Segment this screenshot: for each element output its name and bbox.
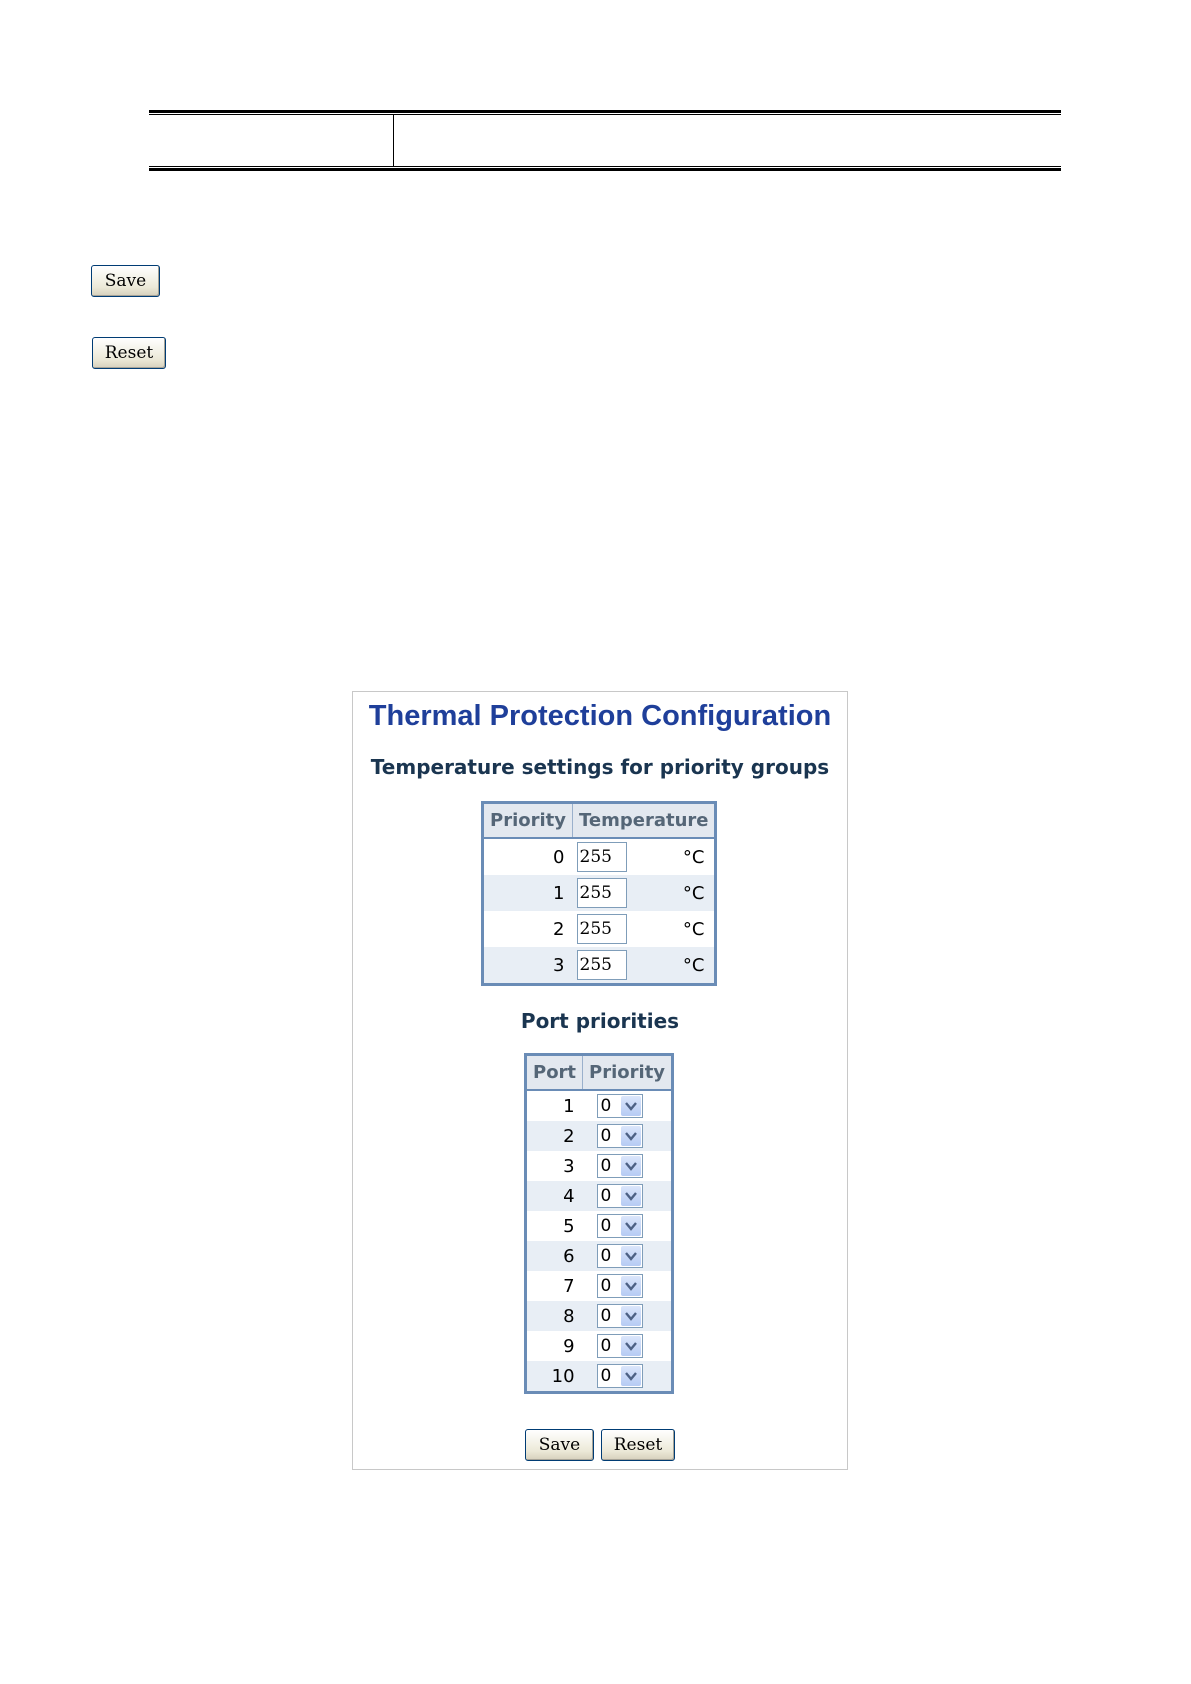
thermal-protection-panel (352, 691, 848, 1470)
temperature-input[interactable]: 255 (577, 878, 627, 908)
unit-label: °C (682, 918, 705, 940)
table-row (483, 911, 716, 947)
priority-select[interactable] (597, 1364, 643, 1388)
temperature-table (481, 801, 717, 986)
table-top-rule (149, 110, 1061, 115)
chevron-down-icon[interactable] (621, 1246, 641, 1266)
page-title: Thermal Protection Configuration (368, 700, 832, 732)
port-priorities-table (524, 1053, 674, 1394)
table-bottom-rule (149, 166, 1061, 171)
table-row (526, 1181, 673, 1211)
priority-value: 1 (483, 875, 573, 911)
save-button-illustration[interactable]: Save (91, 265, 160, 297)
priority-select-value: 0 (600, 1366, 612, 1386)
priority-select[interactable] (597, 1154, 643, 1178)
reset-button[interactable]: Reset (601, 1429, 675, 1461)
priority-value: 3 (483, 947, 573, 985)
unit-label: °C (641, 947, 716, 985)
temperature-input[interactable]: 255 (577, 950, 627, 980)
table-row (526, 1241, 673, 1271)
table-row (483, 947, 716, 985)
port-number: 10 (526, 1361, 583, 1393)
priority-select[interactable] (597, 1214, 643, 1238)
port-number: 9 (563, 1335, 575, 1357)
priority-select[interactable] (597, 1244, 643, 1268)
unit-label: °C (641, 875, 716, 911)
temperature-section-heading: Temperature settings for priority groups (370, 755, 830, 779)
table-row (526, 1151, 673, 1181)
table-row (526, 1121, 673, 1151)
priority-select-value: 0 (600, 1126, 612, 1146)
table-row (483, 838, 716, 875)
priority-value: 0 (553, 846, 565, 868)
priority-select-value: 0 (600, 1186, 612, 1206)
priority-select-value: 0 (600, 1246, 612, 1266)
chevron-down-icon[interactable] (621, 1366, 641, 1386)
chevron-down-icon[interactable] (621, 1096, 641, 1116)
temperature-input[interactable]: 255 (577, 842, 627, 872)
priority-select-value: 0 (600, 1306, 612, 1326)
table-row (526, 1090, 673, 1121)
chevron-down-icon[interactable] (621, 1216, 641, 1236)
priority-select[interactable] (597, 1304, 643, 1328)
table-row (526, 1271, 673, 1301)
column-header-priority: Priority (483, 803, 573, 839)
reset-button-illustration[interactable]: Reset (92, 337, 166, 369)
manual-table-fragment (149, 110, 1061, 172)
save-button[interactable]: Save (525, 1429, 594, 1461)
chevron-down-icon[interactable] (621, 1156, 641, 1176)
port-number: 1 (563, 1095, 575, 1117)
priority-select[interactable] (597, 1094, 643, 1118)
table-row (526, 1211, 673, 1241)
unit-label: °C (682, 846, 705, 868)
port-priorities-heading: Port priorities (520, 1009, 680, 1033)
column-header-temperature: Temperature (573, 803, 716, 839)
priority-select[interactable] (597, 1334, 643, 1358)
table-row (526, 1301, 673, 1331)
chevron-down-icon[interactable] (621, 1336, 641, 1356)
priority-select-value: 0 (600, 1276, 612, 1296)
priority-select[interactable] (597, 1184, 643, 1208)
priority-select[interactable] (597, 1124, 643, 1148)
chevron-down-icon[interactable] (621, 1276, 641, 1296)
priority-select-value: 0 (600, 1216, 612, 1236)
port-number: 7 (563, 1275, 575, 1297)
table-row (526, 1331, 673, 1361)
priority-value: 2 (553, 918, 565, 940)
port-number: 8 (526, 1301, 583, 1331)
chevron-down-icon[interactable] (621, 1306, 641, 1326)
chevron-down-icon[interactable] (621, 1126, 641, 1146)
table-row (483, 875, 716, 911)
port-number: 3 (563, 1155, 575, 1177)
port-number: 4 (526, 1181, 583, 1211)
chevron-down-icon[interactable] (621, 1186, 641, 1206)
table-column-divider (393, 115, 394, 166)
priority-select-value: 0 (600, 1156, 612, 1176)
priority-select-value: 0 (600, 1336, 612, 1356)
column-header-priority: Priority (583, 1055, 673, 1091)
priority-select-value: 0 (600, 1096, 612, 1116)
temperature-input[interactable]: 255 (577, 914, 627, 944)
table-row (526, 1361, 673, 1393)
column-header-port: Port (526, 1055, 583, 1091)
priority-select[interactable] (597, 1274, 643, 1298)
port-number: 6 (526, 1241, 583, 1271)
port-number: 5 (563, 1215, 575, 1237)
port-number: 2 (526, 1121, 583, 1151)
